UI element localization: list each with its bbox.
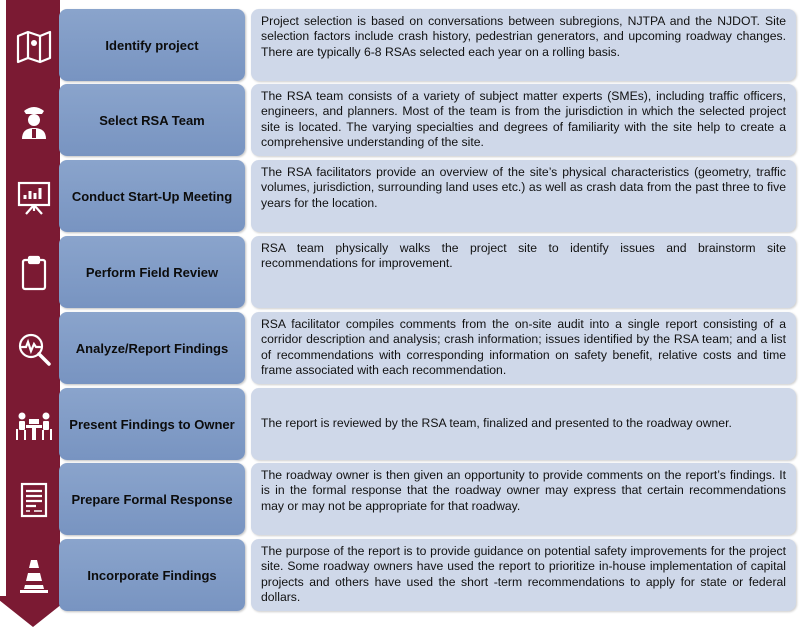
- step-title: Perform Field Review: [59, 236, 245, 308]
- step-description: Project selection is based on conversations between subregions, NJTPA and the NJDOT. Site selection factors include crash history, pedestrian generators, and upcoming roadway changes. There are typically 6-8 RSAs selected each year on a rolling basis.: [251, 9, 796, 81]
- map-icon: [14, 26, 54, 66]
- step-title: Incorporate Findings: [59, 539, 245, 611]
- step-description: RSA team physically walks the project site to identify issues and brainstorm site recommendations for improvement.: [251, 236, 796, 308]
- step-title: Analyze/Report Findings: [59, 312, 245, 384]
- clipboard-icon: [14, 253, 54, 293]
- step-perform-field-review: [0, 236, 799, 308]
- step-present-findings-to-owner: [0, 388, 799, 460]
- step-title: Select RSA Team: [59, 84, 245, 156]
- step-incorporate-findings: [0, 539, 799, 611]
- document-icon: [14, 480, 54, 520]
- step-identify-project: [0, 9, 799, 81]
- step-prepare-formal-response: [0, 463, 799, 535]
- step-select-rsa-team: [0, 84, 799, 156]
- step-analyze-report-findings: [0, 312, 799, 384]
- step-description: RSA facilitator compiles comments from the on-site audit into a single report consisting of a corridor description and analysis; crash information; issues identified by the RSA team; and a list of recommendations with corresponding information on safety benefit, relative costs and time frame associated with each recommendation.: [251, 312, 796, 384]
- step-title: Present Findings to Owner: [59, 388, 245, 460]
- step-description: The purpose of the report is to provide guidance on potential safety improvements for the project site. Some roadway owners have used the report to prioritize in-house implementation of capital projects and others have used the short -term recommendations to apply for state or federal dollars.: [251, 539, 796, 611]
- step-title: Identify project: [59, 9, 245, 81]
- step-description: The report is reviewed by the RSA team, finalized and presented to the roadway owner.: [251, 388, 796, 460]
- step-title: Conduct Start-Up Meeting: [59, 160, 245, 232]
- step-description: The RSA team consists of a variety of subject matter experts (SMEs), including traffic officers, engineers, and planners. Most of the team is from the jurisdiction in which the selected project site is located. The varying specialties and degrees of familiarity with the site help to create a comprehensive understanding of the site.: [251, 84, 796, 156]
- magnifier-pulse-icon: [14, 329, 54, 369]
- step-description: The RSA facilitators provide an overview of the site’s physical characteristics (geometry, traffic volumes, jurisdiction, surrounding land uses etc.) as well as crash data from the past three to five years for the location.: [251, 160, 796, 232]
- step-description: The roadway owner is then given an opportunity to provide comments on the report’s findings. It is in the formal response that the roadway owner may express that certain recommendations may or may not be appropriate for that roadway.: [251, 463, 796, 535]
- step-conduct-start-up-meeting: [0, 160, 799, 232]
- meeting-table-icon: [14, 405, 54, 445]
- officer-icon: [14, 101, 54, 141]
- step-title: Prepare Formal Response: [59, 463, 245, 535]
- presentation-board-icon: [14, 177, 54, 217]
- traffic-cone-icon: [14, 556, 54, 596]
